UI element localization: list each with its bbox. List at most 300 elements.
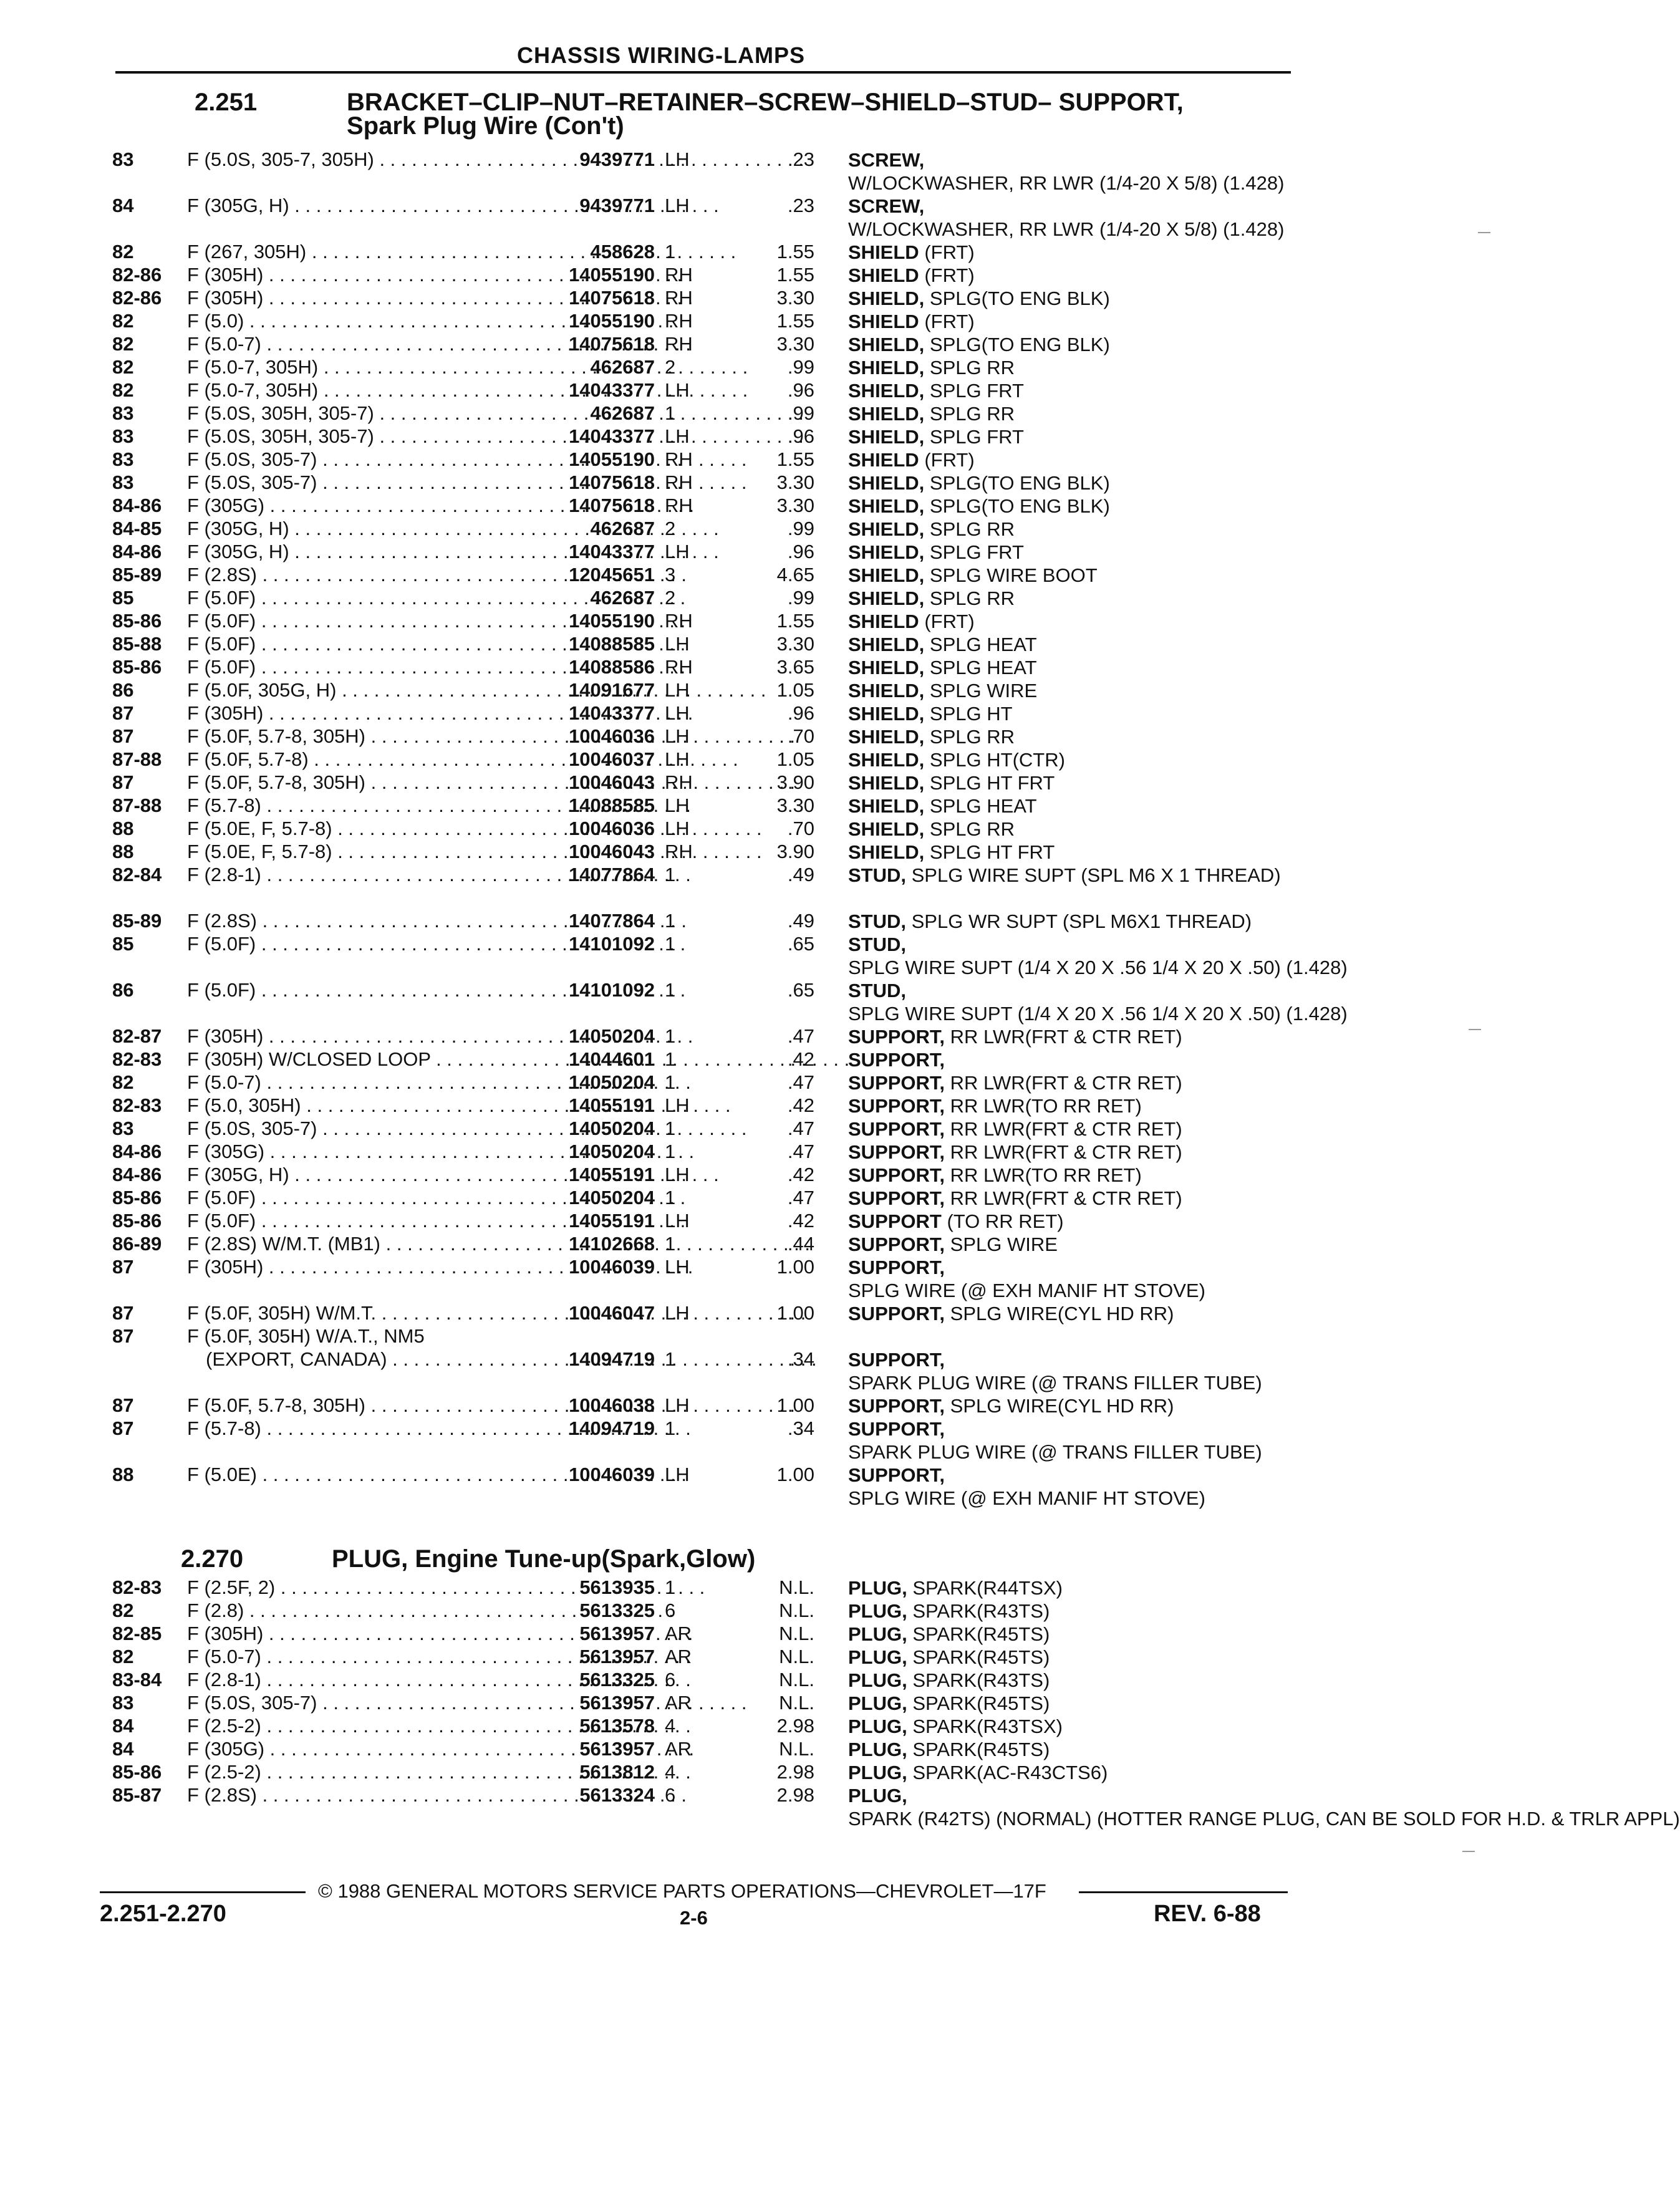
price: 1.55 (776, 610, 814, 632)
application: F (5.0S, 305-7, 305H) . . . (187, 148, 518, 171)
part-number: 10046047 (569, 1302, 655, 1324)
price: .42 (787, 1048, 814, 1070)
section-range: 2.251-2.270 (100, 1901, 226, 1927)
model-year: 87 (112, 1302, 134, 1324)
model-year: 82 (112, 333, 134, 355)
part-number: 14077864 (569, 910, 655, 932)
price: .47 (787, 1117, 814, 1139)
quantity: 2 (665, 587, 676, 609)
model-year: 84-86 (112, 541, 162, 562)
item-name: PLUG, (848, 1785, 907, 1807)
price: .99 (787, 356, 814, 378)
application: F (305H) . . . (187, 702, 518, 725)
item-name: SHIELD, (848, 287, 925, 309)
application: F (5.0F, 305H) W/M.T. . . . (187, 1302, 518, 1324)
application: F (5.0F, 305H) W/A.T., NM5 (187, 1325, 425, 1347)
quantity: LH (665, 148, 690, 170)
model-year: 83 (112, 448, 134, 470)
quantity: 1 (665, 1233, 676, 1255)
application: F (2.8S) . . . (187, 910, 518, 932)
item-detail: (FRT) (924, 311, 975, 332)
quantity: RH (665, 610, 693, 632)
model-year: 83 (112, 148, 134, 170)
model-year: 85-86 (112, 656, 162, 678)
part-number: 14102668 (569, 1233, 655, 1255)
application: F (5.0F) . . . (187, 979, 518, 1001)
price: 3.30 (776, 794, 814, 816)
part-number: 5613324 (579, 1784, 655, 1806)
application: F (305G) . . . (187, 494, 518, 517)
quantity: RH (665, 448, 693, 470)
item-name: SCREW, (848, 195, 925, 217)
item-detail: SPARK(R44TSX) (912, 1577, 1063, 1599)
item-detail: (FRT) (924, 241, 975, 263)
price: 3.30 (776, 287, 814, 309)
quantity: LH (665, 195, 690, 216)
part-number: 10046037 (569, 748, 655, 770)
quantity: RH (665, 264, 693, 286)
application: F (305H) . . . (187, 1256, 518, 1278)
application: F (2.5-2) . . . (187, 1761, 518, 1783)
part-number: 14075618 (569, 494, 655, 516)
application: F (5.0F) . . . (187, 1187, 518, 1209)
item-description (848, 1233, 1297, 1256)
item-name: PLUG, (848, 1623, 907, 1645)
model-year: 86 (112, 979, 134, 1001)
model-year: 85-86 (112, 1187, 162, 1208)
application: F (5.7-8) . . . (187, 794, 518, 817)
part-number: 462687 (590, 518, 655, 539)
item-detail: SPLG WIRE SUPT (1/4 X 20 X .56 1/4 X 20 X .50) (1.428) (848, 957, 1348, 978)
part-number: 5613957 (579, 1738, 655, 1760)
part-number: 14101092 (569, 933, 655, 955)
model-year: 83 (112, 1692, 134, 1714)
model-year: 84 (112, 1715, 134, 1737)
quantity: 3 (665, 564, 676, 586)
item-description (848, 425, 1297, 448)
quantity: 4 (665, 1715, 676, 1737)
item-description (848, 195, 1297, 241)
item-description (848, 1715, 1297, 1738)
item-description (848, 1117, 1297, 1141)
item-name: SHIELD, (848, 749, 925, 771)
item-detail: SPLG WIRE(CYL HD RR) (950, 1303, 1174, 1324)
application: F (2.8S) . . . (187, 1784, 518, 1807)
item-detail: SPLG FRT (929, 426, 1024, 448)
application: F (305G, H) . . . (187, 518, 518, 540)
part-number: 14091677 (569, 679, 655, 701)
item-detail: SPARK PLUG WIRE (@ TRANS FILLER TUBE) (848, 1441, 1262, 1463)
quantity: 1 (665, 1187, 676, 1208)
model-year: 85-89 (112, 910, 162, 932)
part-number: 14077864 (569, 864, 655, 885)
part-number: 14075618 (569, 333, 655, 355)
application: F (2.8) . . . (187, 1599, 518, 1622)
item-description (848, 864, 1297, 887)
item-description (848, 1256, 1297, 1302)
model-year: 87-88 (112, 748, 162, 770)
application: F (305H) . . . (187, 287, 518, 309)
item-name: SUPPORT, (848, 1349, 945, 1371)
part-number: 5613325 (579, 1669, 655, 1691)
price: .47 (787, 1187, 814, 1208)
copyright-notice: © 1988 GENERAL MOTORS SERVICE PARTS OPERATIONS—CHEVROLET—17F (318, 1880, 1046, 1902)
item-detail: SPLG FRT (929, 380, 1024, 402)
application: F (5.0F) . . . (187, 633, 518, 655)
part-number: 5613957 (579, 1692, 655, 1714)
model-year: 82-84 (112, 864, 162, 885)
item-detail: RR LWR(FRT & CTR RET) (950, 1072, 1182, 1094)
application: F (5.0F, 5.7-8, 305H) . . . (187, 1394, 518, 1417)
item-description (848, 748, 1297, 771)
application: F (2.5F, 2) . . . (187, 1576, 518, 1599)
item-detail: RR LWR(FRT & CTR RET) (950, 1026, 1182, 1048)
item-name: SHIELD, (848, 564, 925, 586)
model-year: 87 (112, 725, 134, 747)
item-name: PLUG, (848, 1715, 907, 1737)
item-detail: SPLG WIRE (929, 680, 1038, 702)
part-number: 5613812 (579, 1761, 655, 1783)
price: 2.98 (776, 1715, 814, 1737)
quantity: LH (665, 1256, 690, 1278)
price: .96 (787, 541, 814, 562)
quantity: 2 (665, 356, 676, 378)
application: F (5.0F) . . . (187, 933, 518, 955)
item-description (848, 1738, 1297, 1761)
section-title: PLUG, Engine Tune-up(Spark,Glow) (332, 1545, 756, 1573)
item-description (848, 518, 1297, 541)
revision-label: REV. 6-88 (1154, 1901, 1261, 1927)
price: .42 (787, 1094, 814, 1116)
application: F (305H) W/CLOSED LOOP . . . (187, 1048, 518, 1071)
model-year: 83-84 (112, 1669, 162, 1691)
part-number: 10046039 (569, 1464, 655, 1485)
item-description (848, 1599, 1297, 1623)
item-description (848, 702, 1297, 725)
part-number: 14075618 (569, 471, 655, 493)
part-number: 14055190 (569, 610, 655, 632)
item-description (848, 1210, 1297, 1233)
application: F (5.0F) . . . (187, 587, 518, 609)
item-description (848, 933, 1348, 979)
price: 3.30 (776, 494, 814, 516)
price: 3.90 (776, 771, 814, 793)
price: N.L. (779, 1669, 814, 1691)
item-detail: RR LWR(FRT & CTR RET) (950, 1118, 1182, 1140)
item-name: PLUG, (848, 1739, 907, 1760)
price: 3.30 (776, 633, 814, 655)
item-description (848, 656, 1297, 679)
model-year: 82-87 (112, 1025, 162, 1047)
application: F (5.0F) . . . (187, 656, 518, 678)
item-name: SHIELD, (848, 772, 925, 794)
item-detail: SPARK(R45TS) (912, 1646, 1050, 1668)
model-year: 85-86 (112, 1761, 162, 1783)
item-name: SUPPORT, (848, 1418, 945, 1440)
quantity: 1 (665, 241, 676, 263)
price: .23 (787, 148, 814, 170)
item-detail: SPLG FRT (929, 541, 1024, 563)
model-year: 82-86 (112, 287, 162, 309)
item-detail: SPLG HEAT (929, 795, 1037, 817)
item-name: PLUG, (848, 1762, 907, 1783)
item-description (848, 1623, 1297, 1646)
price: 1.00 (776, 1394, 814, 1416)
item-detail: SPARK(R43TS) (912, 1600, 1050, 1622)
part-number: 14055190 (569, 448, 655, 470)
model-year: 87-88 (112, 794, 162, 816)
footer-rule-left (100, 1891, 306, 1893)
model-year: 82 (112, 356, 134, 378)
item-name: STUD, (848, 980, 906, 1001)
item-description (848, 771, 1297, 794)
item-description (848, 1302, 1297, 1325)
quantity: 1 (665, 933, 676, 955)
application: F (5.0-7, 305H) . . . (187, 356, 518, 379)
item-name: SHIELD (848, 610, 919, 632)
price: .70 (787, 725, 814, 747)
item-name: SHIELD, (848, 541, 925, 563)
quantity: 1 (665, 1025, 676, 1047)
item-description (848, 1394, 1297, 1417)
application: F (2.5-2) . . . (187, 1715, 518, 1737)
model-year: 82 (112, 1646, 134, 1667)
model-year: 87 (112, 1256, 134, 1278)
item-detail: SPARK(R43TS) (912, 1669, 1050, 1691)
item-detail: SPLG(TO ENG BLK) (929, 472, 1110, 494)
item-detail: RR LWR(TO RR RET) (950, 1095, 1142, 1117)
item-description (848, 841, 1297, 864)
quantity: 6 (665, 1669, 676, 1691)
item-name: STUD, (848, 910, 906, 932)
model-year: 82 (112, 1599, 134, 1621)
item-detail: SPARK(R45TS) (912, 1692, 1050, 1714)
item-description (848, 1141, 1297, 1164)
section-number: 2.270 (181, 1545, 244, 1573)
application: F (5.0, 305H) . . . (187, 1094, 518, 1117)
item-description (848, 725, 1297, 748)
item-description (848, 1048, 1297, 1071)
application: F (5.0E) . . . (187, 1464, 518, 1486)
item-detail: SPLG RR (929, 518, 1015, 540)
application: F (305H) . . . (187, 264, 518, 286)
model-year: 83 (112, 471, 134, 493)
item-detail: SPARK PLUG WIRE (@ TRANS FILLER TUBE) (848, 1372, 1262, 1394)
item-detail: SPARK(R45TS) (912, 1623, 1050, 1645)
item-name: PLUG, (848, 1646, 907, 1668)
quantity: 1 (665, 1348, 676, 1370)
item-name: STUD, (848, 933, 906, 955)
application: F (305G, H) . . . (187, 541, 518, 563)
application: F (5.0) . . . (187, 310, 518, 332)
item-detail: SPLG(TO ENG BLK) (929, 495, 1110, 517)
application: F (5.0E, F, 5.7-8) . . . (187, 818, 518, 840)
model-year: 85-89 (112, 564, 162, 586)
part-number: 10046038 (569, 1394, 655, 1416)
price: 1.00 (776, 1464, 814, 1485)
quantity: LH (665, 702, 690, 724)
application: F (5.0-7) . . . (187, 1071, 518, 1094)
price: .96 (787, 425, 814, 447)
margin-mark (1478, 232, 1490, 233)
part-number: 10046043 (569, 841, 655, 862)
part-number: 14055190 (569, 264, 655, 286)
price: .99 (787, 587, 814, 609)
model-year: 87 (112, 1325, 134, 1347)
part-number: 462687 (590, 402, 655, 424)
quantity: RH (665, 771, 693, 793)
item-name: SUPPORT, (848, 1303, 945, 1324)
model-year: 85-86 (112, 610, 162, 632)
item-description (848, 610, 1297, 633)
part-number: 9439771 (579, 195, 655, 216)
item-description (848, 310, 1297, 333)
part-number: 14101092 (569, 979, 655, 1001)
quantity: 1 (665, 1576, 676, 1598)
item-name: SUPPORT, (848, 1395, 945, 1417)
item-detail: SPLG HEAT (929, 657, 1037, 678)
item-description (848, 1417, 1297, 1464)
price: .47 (787, 1141, 814, 1162)
part-number: 14043377 (569, 702, 655, 724)
item-description (848, 1669, 1297, 1692)
item-detail: W/LOCKWASHER, RR LWR (1/4-20 X 5/8) (1.428) (848, 172, 1285, 194)
model-year: 84 (112, 1738, 134, 1760)
header-rule (115, 71, 1291, 74)
part-number: 5613578 (579, 1715, 655, 1737)
section-number: 2.251 (195, 89, 258, 116)
item-description (848, 633, 1297, 656)
item-detail: SPLG WIRE SUPT (1/4 X 20 X .56 1/4 X 20 X .50) (1.428) (848, 1003, 1348, 1025)
model-year: 84-86 (112, 1164, 162, 1185)
quantity: LH (665, 425, 690, 447)
item-name: SHIELD, (848, 818, 925, 840)
quantity: LH (665, 679, 690, 701)
margin-mark (1462, 1851, 1475, 1852)
part-number: 14050204 (569, 1071, 655, 1093)
application: F (5.0F, 5.7-8) . . . (187, 748, 518, 771)
item-name: SUPPORT, (848, 1164, 945, 1186)
part-number: 14043377 (569, 425, 655, 447)
margin-mark (1469, 1029, 1481, 1030)
item-name: SHIELD, (848, 587, 925, 609)
item-detail: SPLG WIRE (@ EXH MANIF HT STOVE) (848, 1487, 1205, 1509)
item-name: SHIELD, (848, 495, 925, 517)
price: .42 (787, 1210, 814, 1232)
model-year: 82 (112, 241, 134, 263)
item-name: SUPPORT, (848, 1072, 945, 1094)
page-number: 2-6 (680, 1907, 708, 1929)
item-detail: SPLG RR (929, 357, 1015, 379)
application: F (305G) . . . (187, 1141, 518, 1163)
item-name: SHIELD, (848, 426, 925, 448)
item-description (848, 1576, 1297, 1599)
quantity: LH (665, 633, 690, 655)
price: 3.90 (776, 841, 814, 862)
item-description (848, 494, 1297, 518)
item-description (848, 1784, 1680, 1830)
price: 2.98 (776, 1761, 814, 1783)
model-year: 85-87 (112, 1784, 162, 1806)
quantity: 2 (665, 518, 676, 539)
price: 1.55 (776, 310, 814, 332)
item-description (848, 356, 1297, 379)
part-number: 10046036 (569, 818, 655, 839)
application: F (2.8S) . . . (187, 564, 518, 586)
model-year: 83 (112, 1117, 134, 1139)
quantity: 1 (665, 1071, 676, 1093)
quantity: AR (665, 1692, 692, 1714)
item-description (848, 1348, 1297, 1394)
model-year: 82-83 (112, 1048, 162, 1070)
price: .49 (787, 864, 814, 885)
item-name: SHIELD (848, 264, 919, 286)
quantity: RH (665, 287, 693, 309)
price: .23 (787, 195, 814, 216)
part-number: 14043377 (569, 541, 655, 562)
price: 3.30 (776, 333, 814, 355)
model-year: 84-86 (112, 494, 162, 516)
item-name: SUPPORT, (848, 1026, 945, 1048)
item-name: SUPPORT, (848, 1187, 945, 1209)
quantity: RH (665, 471, 693, 493)
item-detail: W/LOCKWASHER, RR LWR (1/4-20 X 5/8) (1.428) (848, 218, 1285, 240)
item-name: SHIELD, (848, 634, 925, 655)
application: F (5.0F, 305G, H) . . . (187, 679, 518, 702)
item-description (848, 448, 1297, 471)
price: .65 (787, 979, 814, 1001)
quantity: RH (665, 841, 693, 862)
item-name: SHIELD, (848, 726, 925, 748)
part-number: 5613935 (579, 1576, 655, 1598)
item-detail: SPLG RR (929, 726, 1015, 748)
application: F (5.0S, 305H, 305-7) . . . (187, 425, 518, 448)
model-year: 86-89 (112, 1233, 162, 1255)
quantity: 1 (665, 1417, 676, 1439)
quantity: LH (665, 748, 690, 770)
part-number: 14050204 (569, 1025, 655, 1047)
item-name: SUPPORT, (848, 1095, 945, 1117)
item-detail: (TO RR RET) (947, 1210, 1064, 1232)
item-detail: SPARK(R43TSX) (912, 1715, 1063, 1737)
application: F (5.0-7) . . . (187, 1646, 518, 1668)
model-year: 82-83 (112, 1576, 162, 1598)
price: .70 (787, 818, 814, 839)
item-name: SHIELD, (848, 680, 925, 702)
part-number: 14055191 (569, 1210, 655, 1232)
item-detail: RR LWR(FRT & CTR RET) (950, 1141, 1182, 1163)
part-number: 14043377 (569, 379, 655, 401)
price: 1.00 (776, 1302, 814, 1324)
price: .34 (787, 1417, 814, 1439)
quantity: LH (665, 1394, 690, 1416)
part-number: 462687 (590, 587, 655, 609)
item-detail: RR LWR(TO RR RET) (950, 1164, 1142, 1186)
model-year: 82 (112, 379, 134, 401)
item-description (848, 379, 1297, 402)
item-name: SHIELD, (848, 841, 925, 863)
part-number: 10046043 (569, 771, 655, 793)
model-year: 85 (112, 587, 134, 609)
quantity: RH (665, 333, 693, 355)
quantity: AR (665, 1623, 692, 1644)
part-number: 14094719 (569, 1417, 655, 1439)
price: .65 (787, 933, 814, 955)
part-number: 14055190 (569, 310, 655, 332)
quantity: 6 (665, 1784, 676, 1806)
item-name: SUPPORT, (848, 1141, 945, 1163)
item-description (848, 587, 1297, 610)
